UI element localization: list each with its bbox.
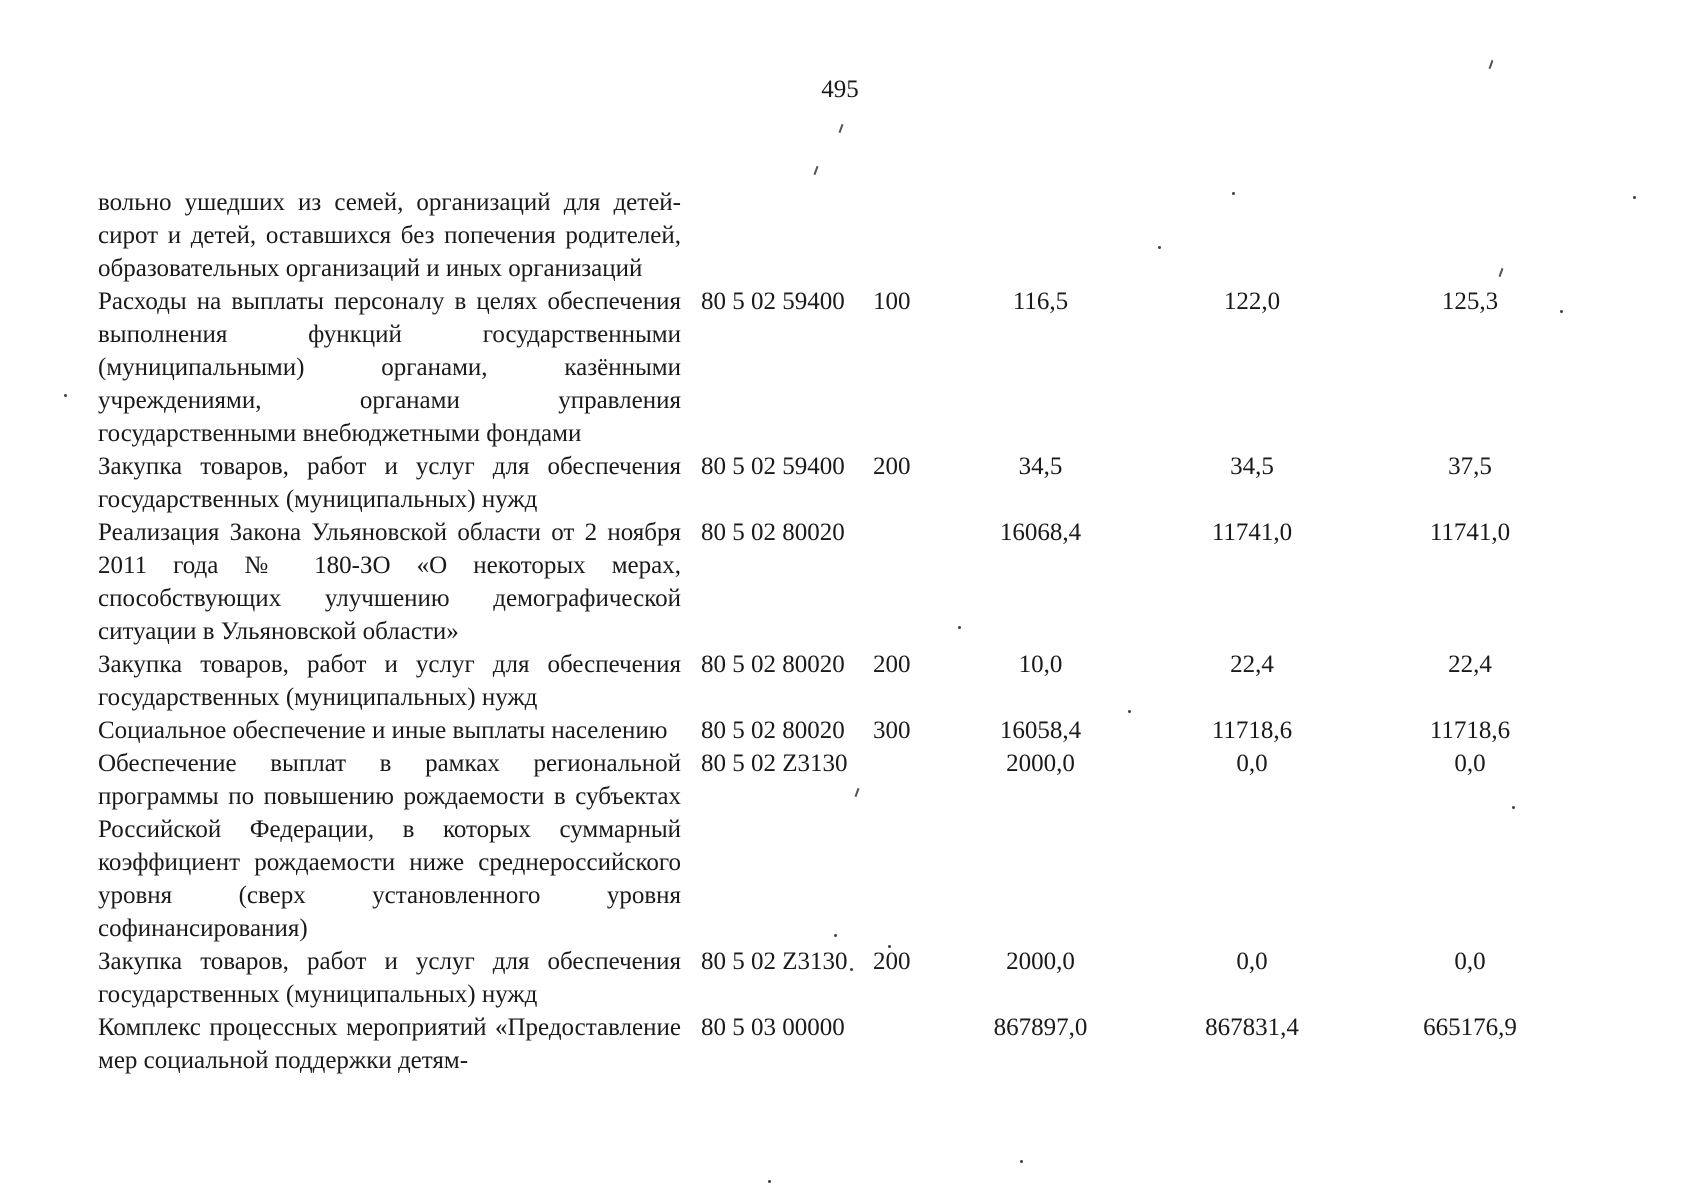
target-code: 80 5 03 00000 bbox=[701, 1014, 845, 1041]
amount-year-3: 22,4 bbox=[1448, 651, 1492, 678]
amount-year-3: 11718,6 bbox=[1429, 717, 1511, 744]
table-row bbox=[98, 945, 1598, 1011]
target-code: 80 5 02 80020 bbox=[701, 651, 845, 678]
scan-speck bbox=[1128, 710, 1131, 713]
amount-year-1: 16068,4 bbox=[999, 519, 1082, 546]
table-row bbox=[98, 285, 1598, 450]
scan-speck bbox=[888, 945, 891, 948]
amount-year-3: 125,3 bbox=[1441, 288, 1499, 315]
table-row bbox=[98, 516, 1598, 648]
row-description: Закупка товаров, работ и услуг для обеспечения государственных (муниципальных) нужд bbox=[98, 453, 681, 513]
table-row bbox=[98, 714, 1598, 747]
scan-speck bbox=[1560, 310, 1563, 313]
amount-year-2: 34,5 bbox=[1230, 453, 1274, 480]
row-description: Социальное обеспечение и иные выплаты населению bbox=[98, 717, 668, 744]
table-row bbox=[98, 747, 1598, 945]
expense-type: 200 bbox=[873, 453, 911, 480]
row-description: Комплекс процессных мероприятий «Предоставление мер социальной поддержки детям- bbox=[98, 1014, 681, 1074]
table-row bbox=[98, 648, 1598, 714]
amount-year-1: 16058,4 bbox=[999, 717, 1082, 744]
row-description: Закупка товаров, работ и услуг для обеспечения государственных (муниципальных) нужд bbox=[98, 948, 681, 1008]
amount-year-2: 0,0 bbox=[1236, 948, 1268, 975]
target-code: 80 5 02 59400 bbox=[701, 453, 845, 480]
scan-speck bbox=[1158, 246, 1161, 249]
amount-year-2: 11741,0 bbox=[1211, 519, 1293, 546]
amount-year-2: 122,0 bbox=[1223, 288, 1281, 315]
expense-type: 200 bbox=[873, 651, 911, 678]
expense-type: 200 bbox=[873, 948, 911, 975]
page-number: 495 bbox=[821, 76, 859, 103]
amount-year-1: 34,5 bbox=[1018, 453, 1063, 480]
row-description: Расходы на выплаты персоналу в целях обеспечения выполнения функций государственными (муниципальными) органами, казёнными учреждениями, органами управления государственными внебюджетными фондами bbox=[98, 288, 681, 447]
amount-year-2: 867831,4 bbox=[1205, 1014, 1299, 1041]
target-code: 80 5 02 59400 bbox=[701, 288, 845, 315]
amount-year-3: 0,0 bbox=[1454, 948, 1486, 975]
amount-year-1: 2000,0 bbox=[1006, 750, 1075, 777]
target-code: 80 5 02 80020 bbox=[701, 519, 845, 546]
scan-speck bbox=[839, 124, 844, 133]
budget-table bbox=[98, 186, 1598, 1077]
amount-year-3: 11741,0 bbox=[1429, 519, 1511, 546]
table-row bbox=[98, 186, 1598, 285]
amount-year-2: 22,4 bbox=[1230, 651, 1274, 678]
expense-type: 100 bbox=[873, 288, 911, 315]
scan-speck bbox=[1512, 806, 1515, 809]
amount-year-3: 0,0 bbox=[1454, 750, 1486, 777]
amount-year-2: 0,0 bbox=[1236, 750, 1268, 777]
scan-speck bbox=[1020, 1160, 1023, 1163]
amount-year-2: 11718,6 bbox=[1211, 717, 1293, 744]
scan-speck bbox=[1633, 196, 1636, 199]
row-description: Закупка товаров, работ и услуг для обеспечения государственных (муниципальных) нужд bbox=[98, 651, 681, 711]
amount-year-1: 116,5 bbox=[1012, 288, 1069, 315]
amount-year-1: 867897,0 bbox=[993, 1014, 1088, 1041]
table-row bbox=[98, 1011, 1598, 1077]
scan-speck bbox=[768, 1180, 771, 1183]
target-code: 80 5 02 Z3130 bbox=[701, 750, 848, 777]
amount-year-3: 37,5 bbox=[1448, 453, 1492, 480]
scan-speck bbox=[834, 934, 837, 937]
expense-type: 300 bbox=[873, 717, 911, 744]
amount-year-1: 2000,0 bbox=[1006, 948, 1075, 975]
scan-speck bbox=[1232, 192, 1235, 195]
scan-speck bbox=[64, 394, 67, 397]
row-description: Обеспечение выплат в рамках региональной программы по повышению рождаемости в субъектах Российской Федерации, в которых суммарный коэффициент рождаемости ниже среднероссийского уровня (сверх установленного уровня софинансирования) bbox=[98, 750, 681, 942]
target-code: 80 5 02 Z3130 bbox=[701, 948, 848, 975]
scan-speck bbox=[850, 968, 853, 971]
scan-speck bbox=[958, 626, 961, 629]
amount-year-1: 10,0 bbox=[1018, 651, 1063, 678]
row-description: Реализация Закона Ульяновской области от 2 ноября 2011 года № 180-ЗО «О некоторых мерах, способствующих улучшению демографической ситуации в Ульяновской области» bbox=[98, 519, 681, 645]
row-description: вольно ушедших из семей, организаций для детей-сирот и детей, оставшихся без попечения родителей, образовательных организаций и иных организаций bbox=[98, 189, 681, 282]
scan-speck bbox=[1489, 60, 1494, 69]
scan-speck bbox=[814, 166, 819, 175]
target-code: 80 5 02 80020 bbox=[701, 717, 845, 744]
table-row bbox=[98, 450, 1598, 516]
amount-year-3: 665176,9 bbox=[1423, 1014, 1517, 1041]
